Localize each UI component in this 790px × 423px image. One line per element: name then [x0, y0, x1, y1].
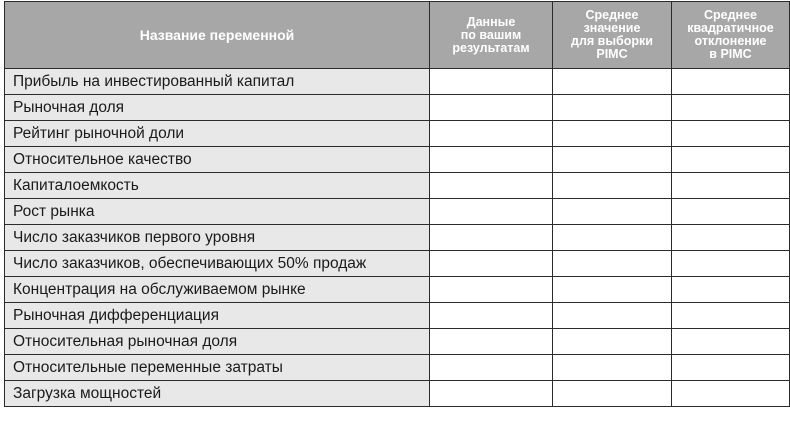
- your-data-cell[interactable]: [430, 329, 553, 355]
- pimc-mean-cell[interactable]: [553, 121, 672, 147]
- variable-name-cell: Относительное качество: [5, 147, 430, 173]
- your-data-cell[interactable]: [430, 225, 553, 251]
- table-row: [5, 277, 790, 303]
- your-data-cell[interactable]: [430, 277, 553, 303]
- variable-name-cell: Число заказчиков, обеспечивающих 50% продаж: [5, 251, 430, 277]
- pimc-std-cell[interactable]: [672, 277, 790, 303]
- table-row: [5, 173, 790, 199]
- header-pimc-mean: Среднее значение для выборки PIMC: [553, 2, 672, 69]
- table-row: [5, 251, 790, 277]
- your-data-cell[interactable]: [430, 173, 553, 199]
- variable-name-cell: Относительная рыночная доля: [5, 329, 430, 355]
- header-your-data: Данные по вашим результатам: [430, 2, 553, 69]
- pimc-mean-cell[interactable]: [553, 69, 672, 95]
- pimc-mean-cell[interactable]: [553, 251, 672, 277]
- your-data-cell[interactable]: [430, 199, 553, 225]
- your-data-cell[interactable]: [430, 121, 553, 147]
- pimc-std-cell[interactable]: [672, 69, 790, 95]
- header-row: [5, 2, 790, 69]
- table-header: [5, 2, 790, 69]
- table-row: [5, 303, 790, 329]
- pimc-mean-cell[interactable]: [553, 355, 672, 381]
- table-row: [5, 329, 790, 355]
- pimc-std-cell[interactable]: [672, 225, 790, 251]
- pimc-mean-cell[interactable]: [553, 381, 672, 407]
- your-data-cell[interactable]: [430, 147, 553, 173]
- pimc-std-cell[interactable]: [672, 329, 790, 355]
- header-pimc-std: Среднее квадратичное отклонение в PIMC: [672, 2, 790, 69]
- variable-name-cell: Число заказчиков первого уровня: [5, 225, 430, 251]
- pimc-mean-cell[interactable]: [553, 329, 672, 355]
- pimc-mean-cell[interactable]: [553, 173, 672, 199]
- pimc-std-cell[interactable]: [672, 381, 790, 407]
- table-row: [5, 381, 790, 407]
- variable-name-cell: Прибыль на инвестированный капитал: [5, 69, 430, 95]
- pimc-std-cell[interactable]: [672, 173, 790, 199]
- pimc-std-cell[interactable]: [672, 121, 790, 147]
- table-row: [5, 199, 790, 225]
- table-body: [5, 69, 790, 407]
- variable-name-cell: Рейтинг рыночной доли: [5, 121, 430, 147]
- variable-name-cell: Относительные переменные затраты: [5, 355, 430, 381]
- table-row: [5, 95, 790, 121]
- pimc-std-cell[interactable]: [672, 303, 790, 329]
- table-row: [5, 69, 790, 95]
- pimc-mean-cell[interactable]: [553, 95, 672, 121]
- variable-name-cell: Рыночная дифференциация: [5, 303, 430, 329]
- your-data-cell[interactable]: [430, 251, 553, 277]
- table-row: [5, 225, 790, 251]
- variable-name-cell: Капиталоемкость: [5, 173, 430, 199]
- variable-name-cell: Концентрация на обслуживаемом рынке: [5, 277, 430, 303]
- pimc-variables-table: [4, 1, 790, 407]
- pimc-std-cell[interactable]: [672, 95, 790, 121]
- table-row: [5, 147, 790, 173]
- your-data-cell[interactable]: [430, 381, 553, 407]
- variable-name-cell: Рост рынка: [5, 199, 430, 225]
- table-row: [5, 121, 790, 147]
- pimc-std-cell[interactable]: [672, 147, 790, 173]
- pimc-mean-cell[interactable]: [553, 277, 672, 303]
- variable-name-cell: Рыночная доля: [5, 95, 430, 121]
- pimc-std-cell[interactable]: [672, 199, 790, 225]
- pimc-mean-cell[interactable]: [553, 225, 672, 251]
- header-variable-name: Название переменной: [5, 2, 430, 69]
- pimc-std-cell[interactable]: [672, 355, 790, 381]
- your-data-cell[interactable]: [430, 95, 553, 121]
- table-row: [5, 355, 790, 381]
- variable-name-cell: Загрузка мощностей: [5, 381, 430, 407]
- pimc-mean-cell[interactable]: [553, 147, 672, 173]
- pimc-mean-cell[interactable]: [553, 199, 672, 225]
- your-data-cell[interactable]: [430, 303, 553, 329]
- pimc-std-cell[interactable]: [672, 251, 790, 277]
- your-data-cell[interactable]: [430, 69, 553, 95]
- pimc-mean-cell[interactable]: [553, 303, 672, 329]
- your-data-cell[interactable]: [430, 355, 553, 381]
